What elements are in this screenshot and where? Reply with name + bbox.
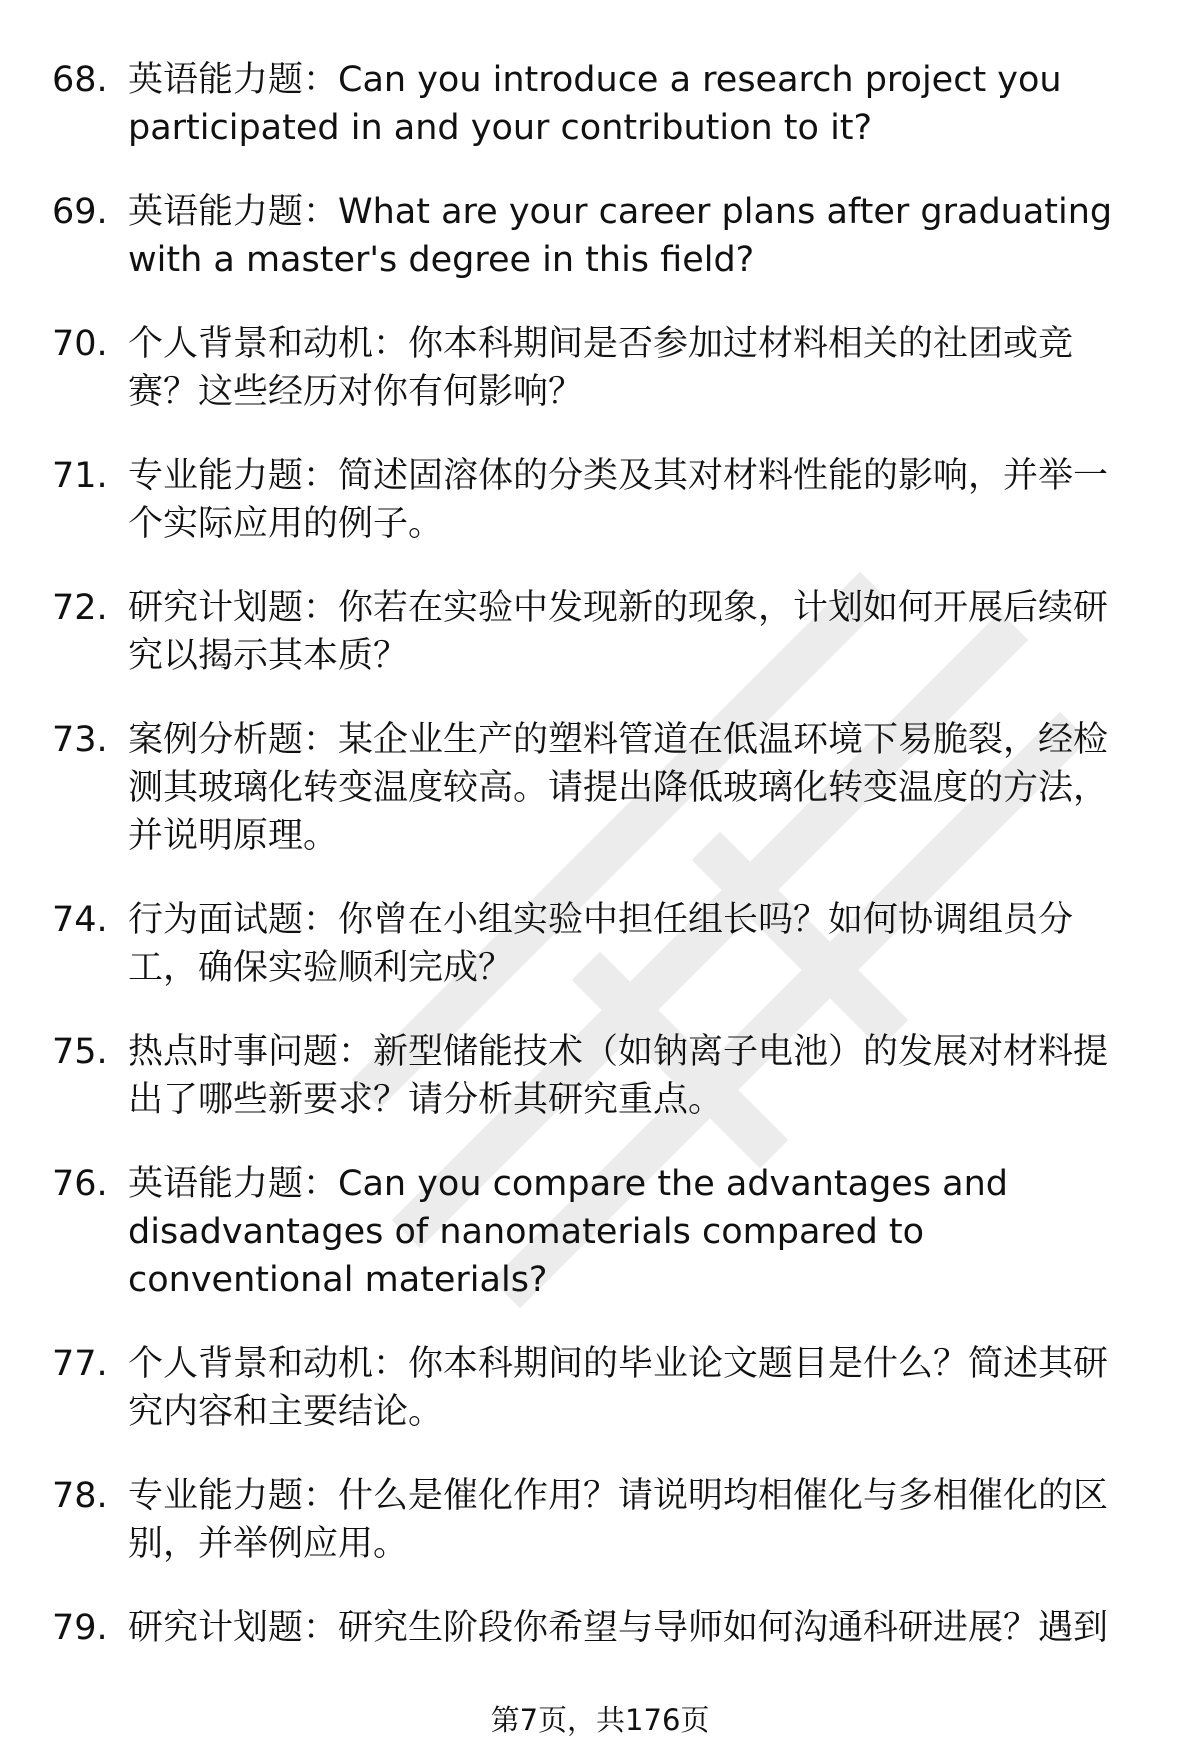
question-list — [52, 56, 1137, 1688]
question-item — [52, 188, 1137, 284]
question-text: 行为面试题：你曾在小组实验中担任组长吗？如何协调组员分工，确保实验顺利完成？ — [128, 900, 1074, 988]
question-number: 77. — [52, 1344, 108, 1384]
question-item — [52, 584, 1137, 680]
question-text: 案例分析题：某企业生产的塑料管道在低温环境下易脆裂，经检测其玻璃化转变温度较高。请提出降低玻璃化转变温度的方法，并说明原理。 — [128, 720, 1109, 856]
question-number: 73. — [52, 720, 108, 760]
question-text: 专业能力题：什么是催化作用？请说明均相催化与多相催化的区别，并举例应用。 — [128, 1476, 1109, 1564]
question-text: 个人背景和动机：你本科期间是否参加过材料相关的社团或竞赛？这些经历对你有何影响？ — [128, 324, 1074, 412]
question-text: 英语能力题：What are your career plans after graduating with a master's degree in this field? — [128, 192, 1113, 280]
question-text: 英语能力题：Can you compare the advantages and disadvantages of nanomaterials compared to conventional materials? — [128, 1164, 1009, 1300]
question-item — [52, 56, 1137, 152]
question-item — [52, 452, 1137, 548]
question-number: 68. — [52, 60, 108, 100]
question-item — [52, 1028, 1137, 1124]
question-text: 研究计划题：你若在实验中发现新的现象，计划如何开展后续研究以揭示其本质？ — [128, 588, 1109, 676]
question-text: 个人背景和动机：你本科期间的毕业论文题目是什么？简述其研究内容和主要结论。 — [128, 1344, 1109, 1432]
question-item — [52, 1604, 1137, 1652]
question-number: 74. — [52, 900, 108, 940]
question-item — [52, 716, 1137, 860]
question-item — [52, 1340, 1137, 1436]
question-item — [52, 896, 1137, 992]
page-footer: 第7页，共176页 — [490, 1703, 710, 1737]
question-number: 76. — [52, 1164, 108, 1204]
question-item — [52, 1160, 1137, 1304]
question-item — [52, 1472, 1137, 1568]
question-text: 英语能力题：Can you introduce a research project you participated in and your contribution to it? — [128, 60, 1062, 148]
question-number: 72. — [52, 588, 108, 628]
question-number: 71. — [52, 456, 108, 496]
question-text: 专业能力题：简述固溶体的分类及其对材料性能的影响，并举一个实际应用的例子。 — [128, 456, 1109, 544]
question-number: 78. — [52, 1476, 108, 1516]
question-number: 69. — [52, 192, 108, 232]
question-text: 热点时事问题：新型储能技术（如钠离子电池）的发展对材料提出了哪些新要求？请分析其研究重点。 — [128, 1032, 1109, 1120]
question-number: 79. — [52, 1608, 108, 1648]
question-number: 75. — [52, 1032, 108, 1072]
question-text: 研究计划题：研究生阶段你希望与导师如何沟通科研进展？遇到 — [128, 1608, 1109, 1648]
question-item — [52, 320, 1137, 416]
question-number: 70. — [52, 324, 108, 364]
